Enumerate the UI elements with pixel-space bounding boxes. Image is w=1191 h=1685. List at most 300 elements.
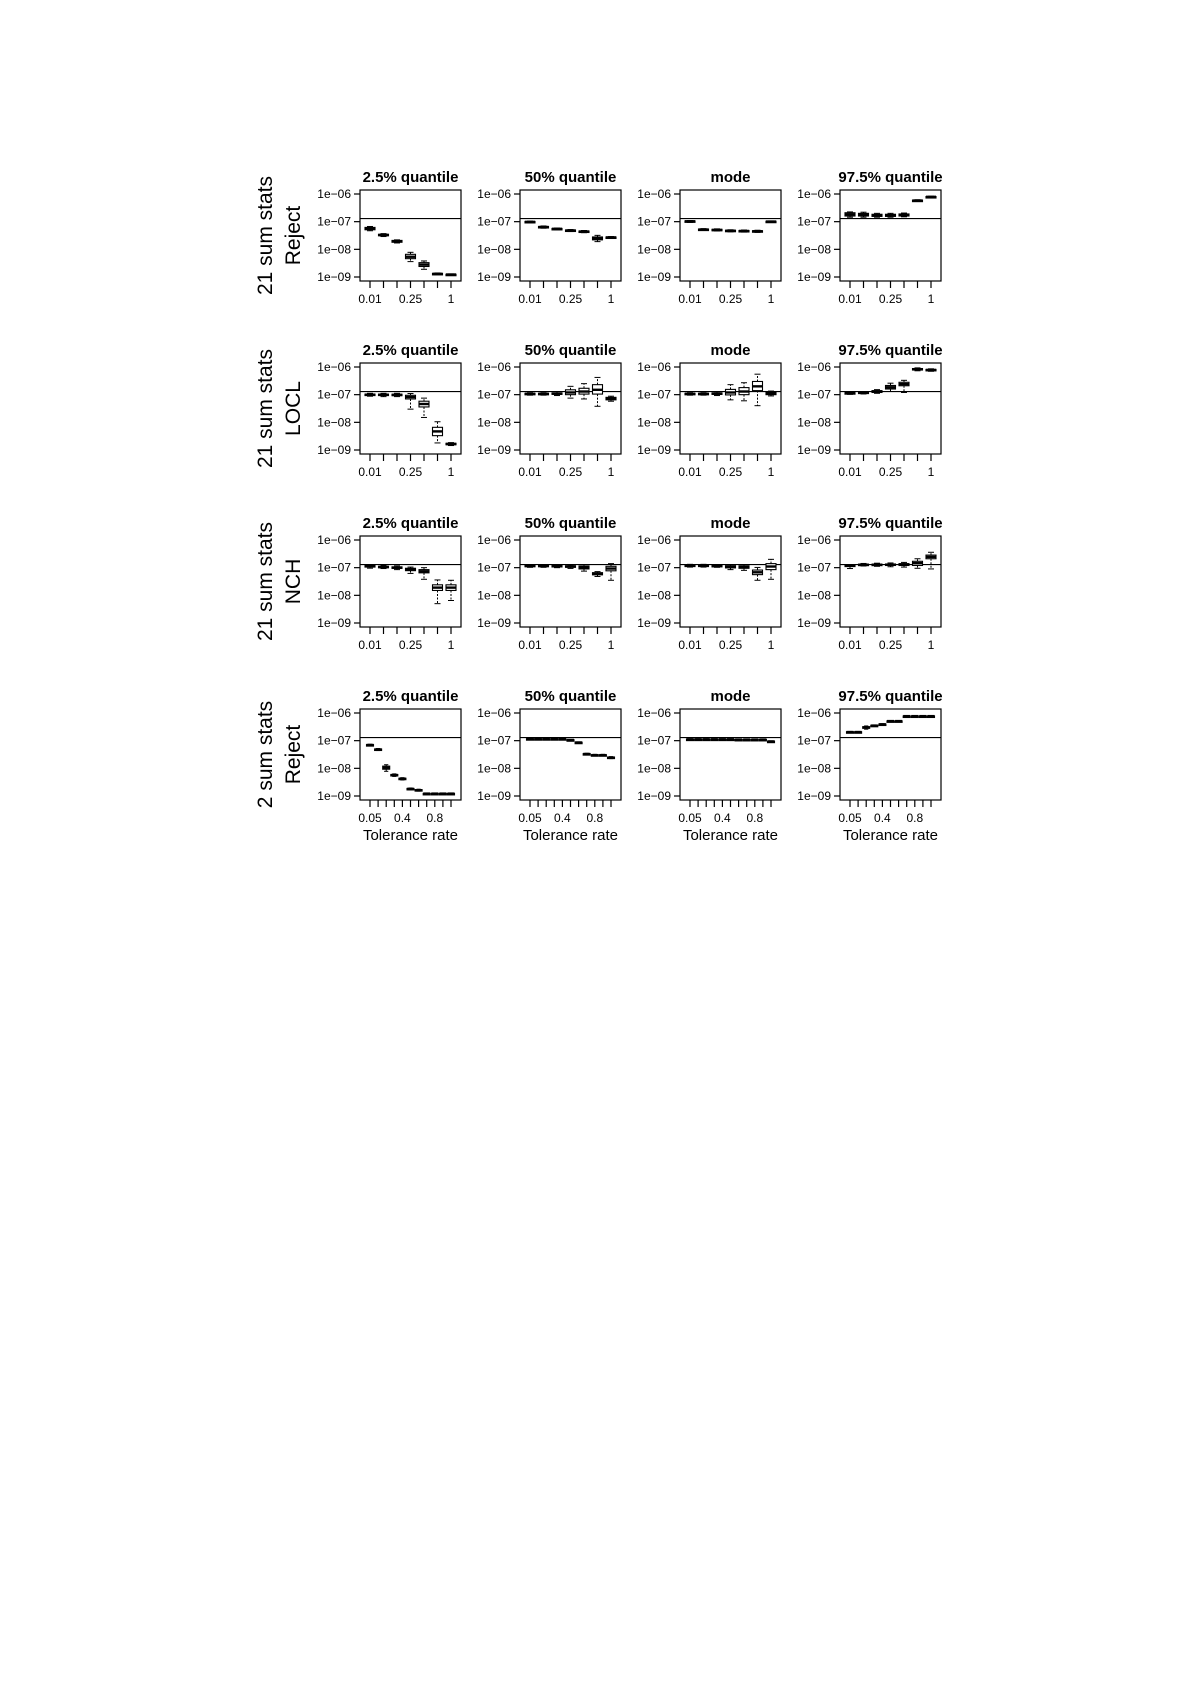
box: [539, 565, 549, 568]
panel: [637, 515, 781, 652]
box: [379, 234, 389, 237]
box: [699, 393, 709, 395]
box: [391, 774, 398, 777]
x-tick-label: 0.4: [554, 811, 571, 825]
box: [859, 563, 869, 566]
x-tick-label: 1: [607, 292, 615, 306]
box: [525, 565, 535, 568]
y-tick-label: 1e−09: [637, 789, 671, 803]
box: [566, 386, 576, 398]
row-label-method: LOCL: [282, 381, 305, 436]
box: [406, 252, 416, 261]
plot-frame: [520, 190, 621, 281]
y-tick-label: 1e−08: [317, 242, 351, 257]
y-tick-label: 1e−06: [317, 706, 351, 720]
y-tick-label: 1e−06: [797, 533, 831, 547]
box: [913, 200, 923, 202]
box: [872, 563, 882, 566]
panel-title: 50% quantile: [524, 342, 617, 359]
y-tick-label: 1e−06: [477, 533, 511, 547]
panel: [797, 169, 942, 306]
box: [735, 739, 742, 741]
y-tick-label: 1e−09: [477, 616, 511, 630]
box: [911, 716, 918, 718]
x-tick-label: 0.25: [398, 292, 423, 306]
row-label-primary: 2 sum stats: [254, 700, 277, 809]
x-tick-label: 0.8: [906, 811, 924, 825]
panel: [477, 342, 621, 479]
box: [753, 567, 763, 580]
plot-frame: [360, 709, 461, 800]
panel-title: mode: [710, 688, 751, 705]
plot-frame: [680, 363, 781, 454]
panel-title: mode: [710, 169, 751, 186]
box: [753, 230, 763, 232]
row-label-method: Reject: [282, 724, 305, 785]
x-tick-label: 0.05: [838, 811, 862, 825]
box: [446, 274, 456, 276]
x-tick-label: 0.25: [878, 465, 903, 479]
box: [919, 716, 926, 718]
y-tick-label: 1e−09: [797, 616, 831, 630]
box: [419, 398, 429, 417]
panel: [317, 342, 461, 479]
plot-frame: [360, 536, 461, 627]
box: [913, 368, 923, 371]
box: [768, 741, 775, 743]
x-tick-label: 0.01: [518, 465, 542, 479]
y-tick-label: 1e−07: [317, 214, 351, 229]
x-tick-label: 1: [927, 638, 935, 652]
panel: [317, 688, 461, 844]
panel-title: 2.5% quantile: [362, 515, 459, 532]
box: [433, 273, 443, 275]
box: [845, 565, 855, 569]
panel: [477, 688, 621, 844]
y-tick-label: 1e−06: [317, 360, 351, 374]
y-tick-label: 1e−08: [477, 761, 511, 776]
y-tick-label: 1e−09: [797, 270, 831, 284]
y-tick-label: 1e−06: [477, 187, 511, 201]
y-tick-label: 1e−09: [637, 270, 671, 284]
panel: [637, 169, 781, 306]
y-tick-label: 1e−08: [637, 588, 671, 603]
x-tick-label: 1: [927, 465, 935, 479]
box: [406, 567, 416, 573]
y-tick-label: 1e−09: [477, 443, 511, 457]
box: [685, 393, 695, 395]
x-tick-label: 0.01: [358, 292, 382, 306]
box: [431, 793, 438, 795]
row-label-method: NCH: [282, 558, 305, 605]
x-tick-label: 0.8: [426, 811, 444, 825]
x-tick-label: 0.25: [398, 465, 423, 479]
x-tick-label: 1: [767, 465, 775, 479]
box: [703, 739, 710, 741]
box: [606, 564, 616, 581]
y-tick-label: 1e−09: [317, 443, 351, 457]
y-tick-label: 1e−09: [637, 443, 671, 457]
box: [559, 738, 566, 740]
x-tick-label: 0.01: [518, 638, 542, 652]
y-tick-label: 1e−06: [477, 360, 511, 374]
y-tick-label: 1e−08: [477, 242, 511, 257]
y-tick-label: 1e−07: [477, 387, 511, 402]
box: [593, 235, 603, 241]
box: [583, 753, 590, 755]
y-tick-label: 1e−06: [317, 187, 351, 201]
box: [711, 739, 718, 741]
panel: [637, 342, 781, 479]
box: [383, 765, 390, 772]
x-axis-label: Tolerance rate: [682, 827, 779, 844]
row-label-primary: 21 sum stats: [254, 348, 277, 469]
box: [552, 228, 562, 230]
x-tick-label: 0.01: [838, 638, 862, 652]
box: [591, 754, 598, 756]
box: [751, 739, 758, 741]
y-tick-label: 1e−08: [317, 761, 351, 776]
panel: [317, 169, 461, 306]
y-tick-label: 1e−09: [317, 270, 351, 284]
box: [392, 393, 402, 396]
y-tick-label: 1e−09: [477, 270, 511, 284]
box: [543, 738, 550, 740]
x-tick-label: 0.8: [586, 811, 604, 825]
box: [535, 738, 542, 740]
y-tick-label: 1e−07: [637, 560, 671, 575]
panel-title: 50% quantile: [524, 515, 617, 532]
box: [886, 213, 896, 217]
y-tick-label: 1e−06: [797, 187, 831, 201]
box: [899, 562, 909, 567]
y-tick-label: 1e−09: [797, 789, 831, 803]
box: [926, 552, 936, 569]
y-tick-label: 1e−06: [637, 706, 671, 720]
box: [926, 369, 936, 371]
y-tick-label: 1e−09: [317, 789, 351, 803]
box: [419, 261, 429, 269]
x-tick-label: 0.25: [558, 465, 583, 479]
panel: [317, 515, 461, 652]
y-tick-label: 1e−07: [317, 560, 351, 575]
panel-title: 2.5% quantile: [362, 688, 459, 705]
box: [871, 725, 878, 727]
box: [379, 393, 389, 396]
box: [726, 230, 736, 232]
row-label-method: Reject: [282, 205, 305, 266]
y-tick-label: 1e−07: [637, 733, 671, 748]
x-tick-label: 0.25: [718, 292, 743, 306]
x-tick-label: 0.01: [358, 638, 382, 652]
box: [579, 384, 589, 399]
x-axis-label: Tolerance rate: [522, 827, 619, 844]
x-tick-label: 0.4: [874, 811, 891, 825]
box: [759, 739, 766, 741]
x-tick-label: 0.01: [678, 638, 702, 652]
box: [845, 212, 855, 217]
y-tick-label: 1e−07: [317, 387, 351, 402]
box: [899, 213, 909, 217]
box: [527, 738, 534, 740]
box: [743, 739, 750, 741]
box: [407, 788, 414, 790]
x-tick-label: 1: [447, 292, 455, 306]
box: [575, 742, 582, 744]
panel-title: mode: [710, 515, 751, 532]
box: [903, 716, 910, 718]
x-tick-label: 0.25: [878, 292, 903, 306]
box: [855, 731, 862, 733]
panel-title: 2.5% quantile: [362, 169, 459, 186]
plot-frame: [680, 709, 781, 800]
box: [887, 721, 894, 723]
x-axis-label: Tolerance rate: [362, 827, 459, 844]
x-tick-label: 1: [607, 638, 615, 652]
box: [685, 221, 695, 223]
box: [872, 213, 882, 217]
box: [879, 724, 886, 726]
box: [753, 374, 763, 405]
box: [415, 789, 422, 791]
box: [845, 392, 855, 394]
panel-title: mode: [710, 342, 751, 359]
box: [913, 559, 923, 569]
plot-frame: [360, 363, 461, 454]
box: [375, 749, 382, 751]
plot-frame: [680, 190, 781, 281]
box: [525, 393, 535, 395]
y-tick-label: 1e−06: [637, 360, 671, 374]
x-tick-label: 0.05: [678, 811, 702, 825]
box: [899, 380, 909, 392]
box: [863, 726, 870, 729]
y-tick-label: 1e−07: [797, 560, 831, 575]
box: [379, 565, 389, 568]
y-tick-label: 1e−08: [797, 242, 831, 257]
y-tick-label: 1e−08: [637, 242, 671, 257]
box: [719, 739, 726, 741]
y-tick-label: 1e−07: [797, 733, 831, 748]
y-tick-label: 1e−08: [637, 761, 671, 776]
y-tick-label: 1e−09: [797, 443, 831, 457]
panel: [477, 515, 621, 652]
y-tick-label: 1e−06: [477, 706, 511, 720]
box: [695, 739, 702, 741]
panel-row: [254, 688, 943, 844]
panel-row: [254, 169, 943, 306]
box: [399, 778, 406, 780]
panel-title: 97.5% quantile: [838, 342, 943, 359]
y-tick-label: 1e−08: [797, 415, 831, 430]
y-tick-label: 1e−07: [317, 733, 351, 748]
box: [895, 721, 902, 723]
panel-title: 2.5% quantile: [362, 342, 459, 359]
box: [712, 565, 722, 568]
x-tick-label: 0.01: [358, 465, 382, 479]
plot-frame: [840, 190, 941, 281]
y-tick-label: 1e−09: [637, 616, 671, 630]
box: [766, 221, 776, 223]
y-tick-label: 1e−07: [797, 214, 831, 229]
box: [593, 377, 603, 406]
box: [433, 580, 443, 604]
y-tick-label: 1e−07: [477, 560, 511, 575]
box: [699, 564, 709, 567]
x-tick-label: 0.8: [746, 811, 764, 825]
box: [739, 383, 749, 401]
box: [606, 237, 616, 239]
box: [687, 739, 694, 741]
plot-frame: [680, 536, 781, 627]
row-label-primary: 21 sum stats: [254, 175, 277, 296]
x-tick-label: 0.01: [678, 292, 702, 306]
x-tick-label: 1: [447, 465, 455, 479]
x-tick-label: 0.25: [398, 638, 423, 652]
panel-row: [254, 342, 943, 479]
y-tick-label: 1e−08: [317, 415, 351, 430]
y-tick-label: 1e−08: [797, 761, 831, 776]
box: [566, 565, 576, 569]
box: [726, 385, 736, 400]
y-tick-label: 1e−08: [477, 588, 511, 603]
box: [599, 754, 606, 756]
x-tick-label: 0.25: [878, 638, 903, 652]
row-label-primary: 21 sum stats: [254, 521, 277, 642]
box: [766, 559, 776, 579]
box: [579, 565, 589, 572]
box: [859, 392, 869, 394]
plot-frame: [520, 363, 621, 454]
box: [539, 393, 549, 395]
box: [886, 383, 896, 391]
box: [392, 566, 402, 570]
y-tick-label: 1e−06: [317, 533, 351, 547]
x-tick-label: 0.25: [718, 638, 743, 652]
box: [712, 392, 722, 396]
box: [539, 226, 549, 228]
box: [928, 716, 935, 718]
panel-title: 97.5% quantile: [838, 515, 943, 532]
x-tick-label: 0.25: [558, 638, 583, 652]
y-tick-label: 1e−08: [637, 415, 671, 430]
plot-frame: [840, 363, 941, 454]
box: [551, 738, 558, 740]
x-tick-label: 0.4: [394, 811, 411, 825]
box: [567, 740, 574, 742]
plot-frame: [360, 190, 461, 281]
box: [448, 793, 455, 795]
box: [365, 393, 375, 396]
box: [365, 565, 375, 568]
panel: [797, 515, 942, 652]
panel: [477, 169, 621, 306]
y-tick-label: 1e−07: [477, 733, 511, 748]
x-tick-label: 1: [767, 638, 775, 652]
box: [367, 744, 374, 746]
y-tick-label: 1e−06: [637, 187, 671, 201]
box: [926, 196, 936, 198]
x-tick-label: 0.25: [558, 292, 583, 306]
panel-title: 97.5% quantile: [838, 169, 943, 186]
y-tick-label: 1e−06: [797, 706, 831, 720]
box: [606, 396, 616, 401]
y-tick-label: 1e−06: [797, 360, 831, 374]
box: [446, 580, 456, 600]
x-tick-label: 0.01: [838, 465, 862, 479]
panel-title: 50% quantile: [524, 688, 617, 705]
box: [446, 443, 456, 446]
box: [739, 565, 749, 571]
box: [727, 739, 734, 741]
box: [739, 230, 749, 232]
y-tick-label: 1e−07: [797, 387, 831, 402]
box: [886, 563, 896, 567]
x-axis-label: Tolerance rate: [842, 827, 939, 844]
box: [726, 565, 736, 570]
x-tick-label: 0.01: [518, 292, 542, 306]
plot-frame: [840, 536, 941, 627]
x-tick-label: 0.01: [838, 292, 862, 306]
box: [579, 230, 589, 232]
box: [566, 230, 576, 232]
box: [685, 564, 695, 567]
x-tick-label: 0.4: [714, 811, 731, 825]
y-tick-label: 1e−08: [317, 588, 351, 603]
box: [406, 394, 416, 410]
box: [552, 565, 562, 568]
x-tick-label: 1: [447, 638, 455, 652]
panel-title: 50% quantile: [524, 169, 617, 186]
x-tick-label: 0.05: [358, 811, 382, 825]
box: [593, 572, 603, 577]
x-tick-label: 1: [767, 292, 775, 306]
x-tick-label: 1: [927, 292, 935, 306]
box: [365, 226, 375, 230]
box: [699, 229, 709, 231]
panel-title: 97.5% quantile: [838, 688, 943, 705]
box: [423, 793, 430, 795]
box: [392, 240, 402, 243]
x-tick-label: 0.05: [518, 811, 542, 825]
panel-row: [254, 515, 943, 652]
box: [859, 212, 869, 217]
box: [419, 568, 429, 580]
x-tick-label: 1: [607, 465, 615, 479]
y-tick-label: 1e−06: [637, 533, 671, 547]
y-tick-label: 1e−07: [637, 214, 671, 229]
y-tick-label: 1e−08: [477, 415, 511, 430]
y-tick-label: 1e−09: [477, 789, 511, 803]
x-tick-label: 0.25: [718, 465, 743, 479]
box: [712, 229, 722, 231]
box: [439, 793, 446, 795]
x-tick-label: 0.01: [678, 465, 702, 479]
panel: [797, 342, 942, 479]
panel: [637, 688, 781, 844]
box: [525, 221, 535, 223]
box: [872, 390, 882, 394]
y-tick-label: 1e−07: [477, 214, 511, 229]
y-tick-label: 1e−07: [637, 387, 671, 402]
box: [433, 422, 443, 443]
box: [847, 731, 854, 733]
box: [552, 392, 562, 396]
panel: [797, 688, 942, 844]
y-tick-label: 1e−09: [317, 616, 351, 630]
box: [608, 757, 615, 759]
plot-frame: [520, 536, 621, 627]
